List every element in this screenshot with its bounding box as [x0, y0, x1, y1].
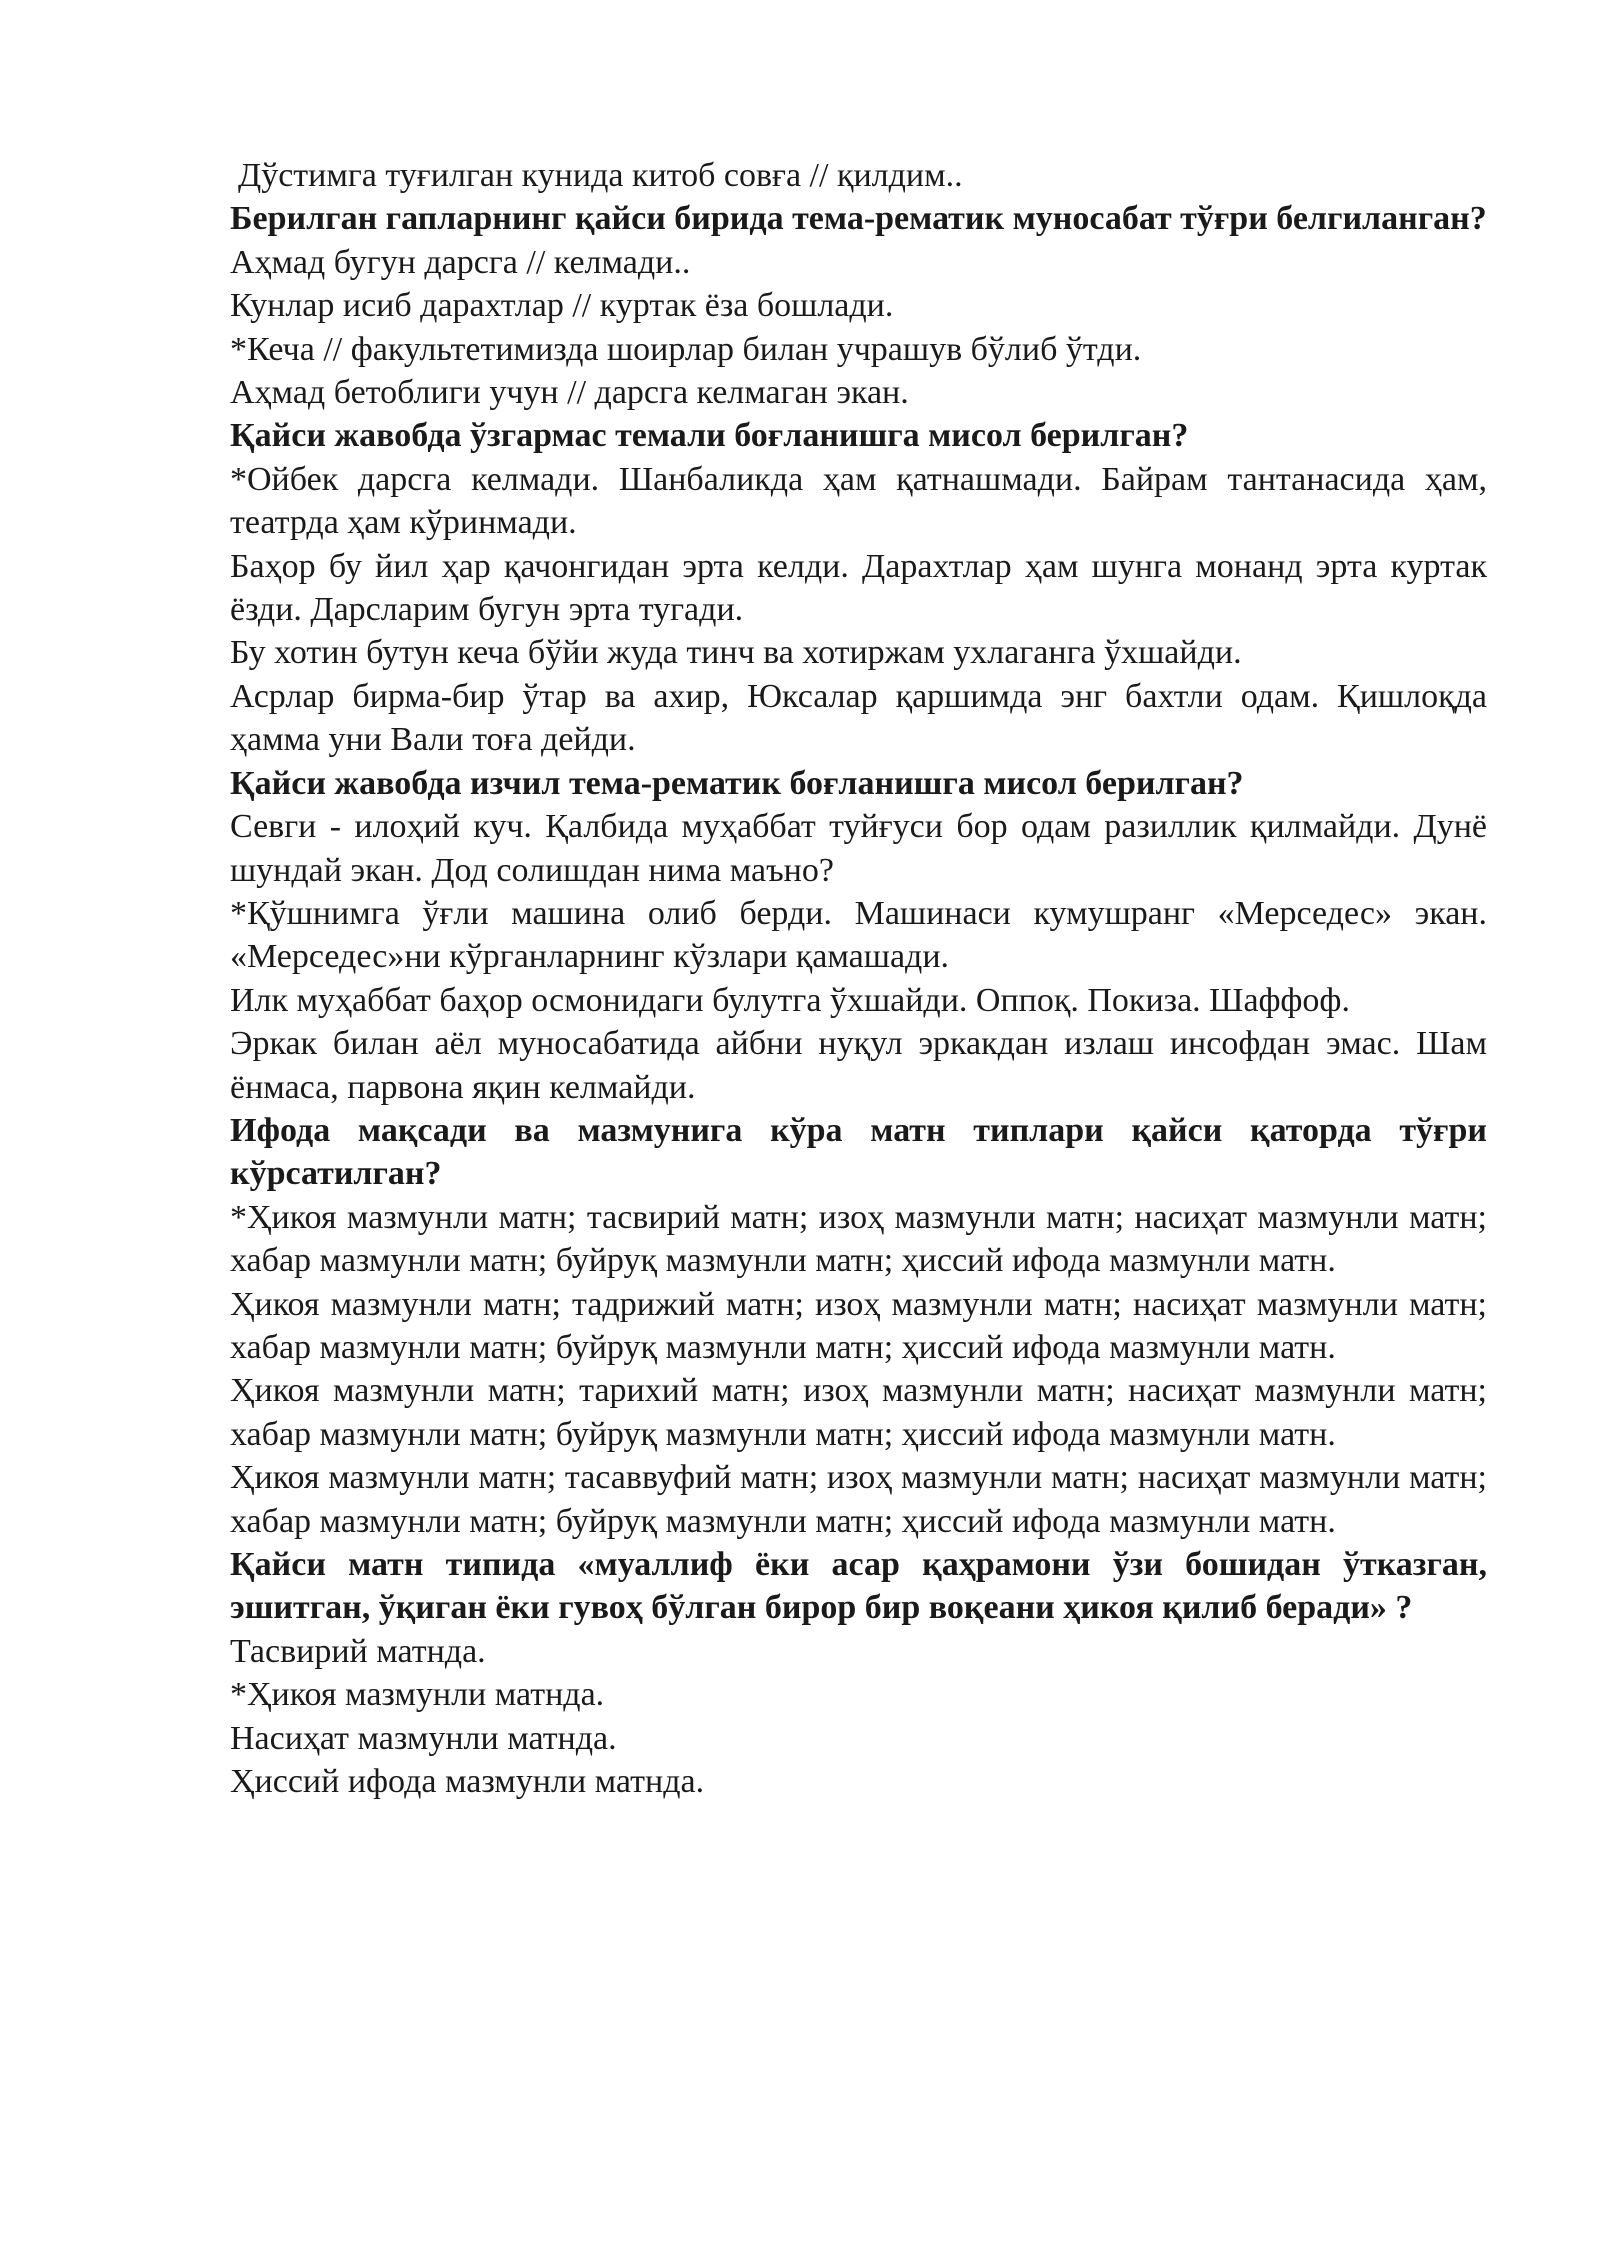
answer-option: *Кеча // факультетимизда шоирлар билан учрашув бўлиб ўтди. [230, 330, 1142, 368]
answer-option: Ҳиссий ифода мазмунли матнда. [230, 1763, 705, 1801]
question-text: Ифода мақсади ва мазмунига кўра матн типлари қайси қаторда тўғри кўрсатилган? [230, 1111, 1487, 1193]
question-text: Қайси жавобда ўзгармас темали боғланишга мисол берилган? [230, 417, 1189, 455]
answer-option: Асрлар бирма-бир ўтар ва ахир, Юксалар қаршимда энг бахтли одам. Қишлоқда ҳамма уни Вали тоға дейди. [230, 677, 1487, 759]
answer-option: Ҳикоя мазмунли матн; тадрижий матн; изоҳ мазмунли матн; насиҳат мазмунли матн; хабар мазмунли матн; буйруқ мазмунли матн; ҳиссий ифода мазмунли матн. [230, 1285, 1487, 1366]
question-text: Қайси матн типида «муаллиф ёки асар қаҳрамони ўзи бошидан ўтказган, эшитган, ўқиган ёки гувоҳ бўлган бирор бир воқеани ҳикоя қилиб беради» ? [230, 1546, 1487, 1627]
question-block [230, 1543, 1487, 1803]
question-block [230, 414, 1487, 761]
answer-option: Баҳор бу йил ҳар қачонгидан эрта келди. Дарахтлар ҳам шунга монанд эрта куртак ёзди. Дарсларим бугун эрта тугади. [230, 547, 1487, 629]
answer-option: Насиҳат мазмунли матнда. [230, 1719, 617, 1757]
answer-option: Ҳикоя мазмунли матн; тасаввуфий матн; изоҳ мазмунли матн; насиҳат мазмунли матн; хабар мазмунли матн; буйруқ мазмунли матн; ҳиссий ифода мазмунли матн. [230, 1459, 1487, 1540]
answer-option: *Ойбек дарсга келмади. Шанбаликда ҳам қатнашмади. Байрам тантанасида ҳам, театрда ҳам кўринмади. [230, 460, 1487, 542]
answer-option: Ҳикоя мазмунли матн; тарихий матн; изоҳ мазмунли матн; насиҳат мазмунли матн; хабар мазмунли матн; буйруқ мазмунли матн; ҳиссий ифода мазмунли матн. [230, 1372, 1487, 1453]
answer-option: *Ҳикоя мазмунли матнда. [230, 1676, 605, 1714]
answer-option: Бу хотин бутун кеча бўйи жуда тинч ва хотиржам ухлаганга ўхшайди. [230, 634, 1242, 672]
answer-option: Севги - илоҳий куч. Қалбида муҳаббат туйғуси бор одам разиллик қилмайди. Дунё шундай экан. Дод солишдан нима маъно? [230, 808, 1487, 889]
question-block [230, 197, 1487, 414]
answer-option: Аҳмад бетоблиги учун // дарсга келмаган экан. [230, 374, 909, 412]
answer-option: Кунлар исиб дарахтлар // куртак ёза бошлади. [230, 287, 894, 325]
answer-option: *Ҳикоя мазмунли матн; тасвирий матн; изоҳ мазмунли матн; насиҳат мазмунли матн; хабар мазмунли матн; буйруқ мазмунли матн; ҳиссий ифода мазмунли матн. [230, 1198, 1487, 1280]
answer-option: Аҳмад бугун дарсга // келмади.. [230, 243, 691, 281]
question-block [230, 1109, 1487, 1543]
question-text: Қайси жавобда изчил тема-рематик боғланишга мисол берилган? [230, 764, 1244, 802]
document-page [230, 154, 1487, 1803]
answer-option: Тасвирий матнда. [230, 1632, 486, 1670]
answer-option: Эркак билан аёл муносабатида айбни нуқул эркакдан излаш инсофдан эмас. Шам ёнмаса, парвона яқин келмайди. [230, 1025, 1487, 1106]
intro-line: Дўстимга туғилган кунида китоб совға // қилдим.. [238, 157, 963, 194]
answer-option: *Қўшнимга ўғли машина олиб берди. Машинаси кумушранг «Мерседес» экан. «Мерседес»ни кўрганларнинг кўзлари қамашади. [230, 894, 1487, 976]
answer-option: Илк муҳаббат баҳор осмонидаги булутга ўхшайди. Оппоқ. Покиза. Шаффоф. [230, 981, 1350, 1019]
question-block [230, 762, 1487, 1109]
question-text: Берилган гапларнинг қайси бирида тема-рематик муносабат тўғри белгиланган? [230, 200, 1487, 238]
